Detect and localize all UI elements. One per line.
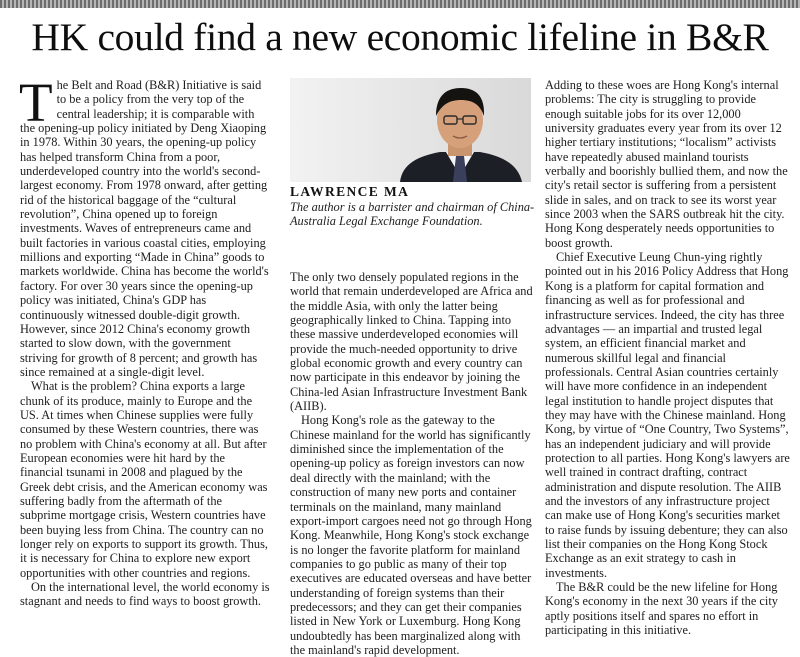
paragraph: On the international level, the world economy is stagnant and needs to find ways to boost growth.	[20, 580, 270, 609]
article-column-2	[290, 270, 535, 657]
paragraph: What is the problem? China exports a large chunk of its produce, mainly to Europe and the US. At times when Chinese supplies were fully consumed by these Western countries, there was no problem with China's economy at all. But after European economies were hit hard by the financial tsunami in 2008 and plagued by the Greek debt crisis, and the American economy was suffering badly from the aftermath of the subprime mortgage crisis, Western countries have been buying less from China. The country can no longer rely on exports to support its growth. Thus, it is necessary for China to explore new export opportunities with other countries and regions.	[20, 379, 268, 580]
paragraph: Chief Executive Leung Chun-ying rightly pointed out in his 2016 Policy Address that Hong Kong is a platform for capital formation and financing as well as for professional and infrastructure services. Indeed, the city has three advantages — an impartial and trusted legal system, an efficient financial market and numerous skillful legal and financial professionals. Central Asian countries certainly will have more confidence in an independent legal institution to handle project disputes that they may have with the Chinese mainland. Hong Kong, by virtue of “One Country, Two Systems”, has an independent judiciary and will provide protection to all parties. Hong Kong's lawyers are well trained in contract drafting, contract administration and dispute resolution. The AIIB and the investors of any infrastructure project can make use of Hong Kong's securities market to raise funds by issuing debenture; they can also list their companies on the Hong Kong Stock Exchange as an exit strategy to cash in investments.	[545, 250, 790, 580]
author-name: LAWRENCE MA	[290, 184, 410, 199]
author-bio: The author is a barrister and chairman of China-Australia Legal Exchange Foundation.	[290, 200, 535, 229]
paragraph: Adding to these woes are Hong Kong's internal problems: The city is struggling to provide enough suitable jobs for its over 12,000 university graduates every year from its over 12 higher tertiary institutions; “localism” activists have repeatedly abused mainland tourists verbally and boorishly bullied them, and now the city's retail sector is suffering from a persistent slide in sales, and on track to see its worst year since 2003 when the SARS outbreak hit the city. Hong Kong desperately needs opportunities to boost growth.	[545, 78, 788, 250]
top-rule	[0, 0, 800, 8]
paragraph: Hong Kong's role as the gateway to the Chinese mainland for the world has significantly diminished since the implementation of the opening-up policy as foreign investors can now deal directly with the mainland; with the construction of many new ports and container terminals on the mainland, many mainland export-import cargoes need not go through Hong Kong. Meanwhile, Hong Kong's stock exchange is no longer the favorite platform for mainland companies to go public as many of their top executives are educated overseas and have better understanding of foreign systems than their predecessors; and they can get their companies listed in New York or Luxemburg. Hong Kong undoubtedly has been marginalized along with the mainland's rapid development.	[290, 413, 532, 657]
article-column-1	[19, 72, 270, 609]
paragraph: The B&R could be the new lifeline for Hong Kong's economy in the next 30 years if the city aptly positions itself and spares no effort in participating in this initiative.	[545, 580, 778, 638]
paragraph: The Belt and Road (B&R) Initiative is said to be a policy from the very top of the central leadership; it is comparable with the opening-up policy initiated by Deng Xiaoping in 1978. Within 30 years, the opening-up policy has helped transform China from a poor, underdeveloped country into the world's second-largest economy. From 1978 onward, after getting rid of the historical baggage of the “cultural revolution”, China opened up to foreign investments. Waves of entrepreneurs came and built factories in various coastal cities, employing millions and exporting “Made in China” goods to markets worldwide. China has become the world's factory. For over 30 years since the opening-up policy was initiated, China's GDP has continuously witnessed double-digit growth. However, since 2012 China's economy growth started to slow down, with the government striving for growth of 8 percent; and growth has since remained at a single-digit level.	[19, 72, 269, 379]
author-portrait-image	[290, 78, 531, 182]
headline: HK could find a new economic lifeline in B&R	[31, 15, 769, 59]
article-column-3	[545, 78, 790, 637]
drop-cap: T	[19, 72, 53, 133]
paragraph: The only two densely populated regions in the world that remain underdeveloped are Africa and the middle Asia, with only the latter being geographically linked to China. Tapping into these massive underdeveloped economies will provide the much-needed opportunity to drive global economic growth and every country can now participate in this endeavor by joining the China-led Asian Infrastructure Investment Bank (AIIB).	[290, 270, 533, 414]
author-box	[290, 183, 535, 229]
author-photo	[290, 78, 531, 182]
